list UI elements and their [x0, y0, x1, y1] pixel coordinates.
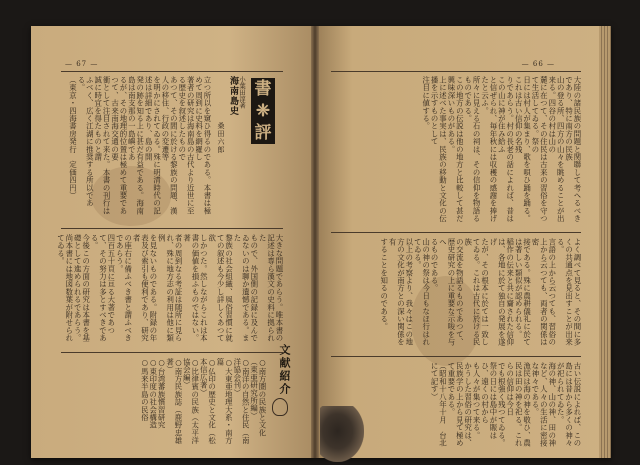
- knot-ornament-icon: ❈: [255, 101, 271, 121]
- right-text-middle: [331, 238, 581, 350]
- text-column: を見ないものである。附録の年表及び索引も便利であり、研究者: [132, 234, 158, 342]
- text-column: 古い伝説によれば、この島には昔から多くの神々が祀られてゐた。: [556, 362, 582, 447]
- text-column: しかつた。然しながらこれは本書の価値を損ふものではない。著: [182, 234, 209, 342]
- text-column: 以上の考察より、我々はこの地方の文化が南方との深い関係を有: [388, 238, 414, 346]
- text-column: 大きな問題であらう。唯本書の記述は専ら漢文の史料に拠られた: [258, 234, 284, 342]
- text-column: この地方の伝説は他の地方と比較して甚だ興味深いものがある。: [446, 76, 465, 223]
- book-review-badge: [251, 78, 275, 144]
- badge-char-1: 書: [254, 79, 272, 99]
- text-column: 漁民は海の神を敬ひ、農民は田の神を祀る。これらの信仰は今日: [505, 362, 532, 447]
- text-column: 上に述べた事実は、民族の移動と文化の伝播を示すものとして: [430, 76, 448, 223]
- text-column: （昭和十八年十月 台北にて記す）: [430, 362, 448, 447]
- text-column: りであらう。村の長老の話によれば、昔はこの山に神が住み給ふ: [497, 76, 515, 223]
- bibliography-list: [61, 358, 266, 448]
- text-column: るが、その地理的位置は極めて重要であつて、古来南海交通の要: [110, 76, 128, 215]
- text-column: 山の登る所、四方の山々を眺めることが出来る。四谷の村は山の: [547, 76, 566, 223]
- torn-damage: [320, 406, 364, 462]
- bibliography-entry: ○東印度の社会構造: [148, 358, 158, 429]
- left-review-body: [56, 234, 284, 346]
- text-column: もので、外国側の記録に及んでゐないのは聊か遺憾である。また: [232, 234, 259, 342]
- text-column: 今後この方面の研究は本書を基礎として進められるであらう。: [73, 234, 91, 342]
- text-column: 尚本書には地図数葉が附せられてゐる。: [56, 234, 74, 342]
- text-column: 四百五十頁に亘る大著であつて、その努力は多とすべきである。: [90, 234, 116, 342]
- text-column: 大陸の諸民族の問題と関聯して考へるべきであり、特に南方の民族: [564, 76, 582, 223]
- text-column: 著者の研究は海南島の古代より近世に至る歴史を叙述したもので: [177, 76, 196, 215]
- text-column: ふべく、広く江湖に推奨する所以である。: [76, 76, 95, 207]
- reviewer-name: 桑田六郎: [217, 122, 225, 154]
- bibliography-entry: ○馬来半島の民俗: [140, 358, 150, 422]
- right-text-top: [331, 76, 581, 226]
- book-spread: [31, 26, 611, 458]
- page-edges: [599, 26, 611, 458]
- text-column: るものである。: [430, 238, 440, 292]
- text-column: の交流を物語るものであつて、歴史研究の上に重要な示唆を与へ: [438, 238, 465, 346]
- text-column: 稲作の伝来と共に齎された信仰は、各地に於て独自の発展を遂げ: [488, 238, 515, 346]
- bibliography-entry: ○南方民族誌（鹿野忠雄著）: [165, 358, 183, 445]
- text-column: 日には村人が集まり、歌を唄ひ踊を踊る。これは古い信仰の名残: [514, 76, 532, 223]
- book-gutter: [311, 26, 319, 458]
- text-column: よく調べて見ると、その間に多くの共通点を見出すことが出来る。: [556, 238, 582, 346]
- text-column: 所々に見える石の祠は、その信仰を物語るものである。: [463, 76, 482, 223]
- badge-char-2: 評: [254, 123, 272, 143]
- text-column: でも根強く残つてゐる。祭の日には島中が賑はひ、遠くの村から: [480, 362, 507, 447]
- text-column: （東京・四海書房発行 定価四円）: [68, 76, 78, 200]
- bibliography-heading: 文献紹介: [278, 344, 291, 396]
- text-column: 海の神、山の神、田の神など、人々の生活に密接な神々である。: [530, 362, 557, 447]
- text-column: 言語の上から云つても、習俗の上から云つても、両者の関係は密: [530, 238, 557, 346]
- bibliography-entry: ○比律賓の民族（太平洋協会編）: [182, 358, 200, 445]
- bibliography-entry: ○大東亜地理大系・南方篇: [215, 358, 234, 445]
- text-column: 接である。殊に農耕儀礼に於ては著しい類似が認められる。: [514, 238, 532, 346]
- text-column: たが、その根本に於ては一致してゐる。これは古代に於ける民族: [463, 238, 490, 346]
- text-column: 麓に在つて、その住民は古来の習俗を守つて生活してゐる。祭の: [530, 76, 549, 223]
- bibliography-entry: ○仏印の歴史と文化（松本信広著）: [199, 358, 217, 445]
- text-column: と信ぜられ、毎年秋には収穫の感謝を捧げたと云ふ。: [480, 76, 498, 223]
- book-title: 海南島史: [228, 76, 238, 116]
- text-column: 山の神の祭は今日もなほ行はれてゐる。: [413, 238, 431, 346]
- bibliography-entry: ○南洋の自然と住民（南洋協会刊）: [232, 358, 251, 445]
- text-column: を明かにされてゐる。殊に明清時代の記述は詳細であり、島の開: [144, 76, 162, 215]
- text-column: 立つ所以を窺ひ得るのである。本書は極めて周到に史料を網羅し: [194, 76, 212, 215]
- text-column: 注目に値する。: [421, 76, 431, 130]
- text-column: かうした習俗の研究は、民族学の上から見て極めて重要である。: [446, 362, 473, 447]
- text-column: の座右に備ふべき書と謂ふべきであらう。: [115, 234, 133, 342]
- text-column: あつて、その間に於ける黎族の問題、漢人の移住、行政の変遷等: [160, 76, 179, 215]
- left-page-number: — 67 —: [65, 60, 99, 68]
- text-column: 衝として注目されて来た。本書の刊行は誠に時宜を得たものと謂: [93, 76, 112, 215]
- book-author: 小葉田淳著: [238, 76, 246, 109]
- text-column: 発の跡を知る上に甚だ有益である。海南島は南支那の一島嶼であ: [127, 76, 145, 215]
- bibliography-entry: ○南方圏の民族と文化（東亜研究所編）: [249, 358, 267, 437]
- bibliography-entry: ○台湾蕃族慣習研究: [157, 358, 167, 429]
- right-page-number: — 66 —: [521, 60, 555, 68]
- text-column: 黎族の社会組織、風俗習慣に就ての叙述も今少し詳しくあつて欲: [207, 234, 234, 342]
- text-column: 者の周到なる考証は随所に見られ、殊に地方志の利用は他に類例: [157, 234, 184, 342]
- ornament-icon: [272, 398, 288, 416]
- text-column: も人々が集つて来る。: [472, 362, 482, 439]
- text-column: することを知るのである。: [379, 238, 389, 331]
- left-review-conclusion: [61, 76, 211, 221]
- right-text-bottom: [361, 362, 581, 452]
